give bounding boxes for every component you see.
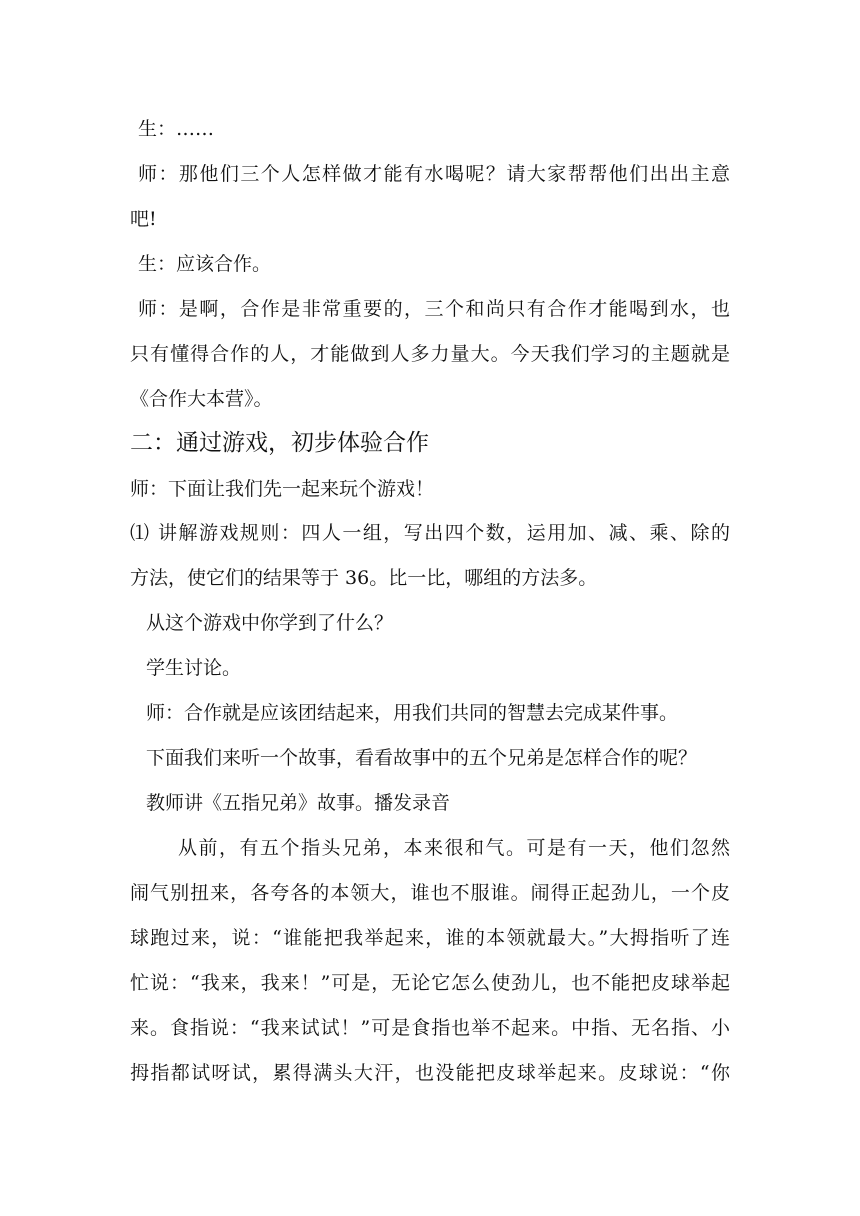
paragraph-line: 从这个游戏中你学到了什么？ xyxy=(146,612,394,634)
paragraph-line: 方法，使它们的结果等于 36。比一比，哪组的方法多。 xyxy=(130,567,598,589)
dialogue-line: 吧! xyxy=(130,208,157,230)
dialogue-line: 生：应该合作。 xyxy=(138,253,272,275)
story-line: 球跑过来，说：“谁能把我举起来，谁的本领就最大。”大拇指听了连 xyxy=(130,927,730,949)
dialogue-line: 只有懂得合作的人，才能做到人多力量大。今天我们学习的主题就是 xyxy=(130,343,730,365)
story-line: 从前，有五个指头兄弟，本来很和气。可是有一天，他们忽然 xyxy=(178,837,730,859)
dialogue-line: 师：是啊，合作是非常重要的，三个和尚只有合作才能喝到水，也 xyxy=(138,298,730,320)
paragraph-line: 师：下面让我们先一起来玩个游戏！ xyxy=(130,478,435,500)
paragraph-line: 学生讨论。 xyxy=(146,657,242,679)
paragraph-line: 教师讲《五指兄弟》故事。播发录音 xyxy=(146,792,451,814)
dialogue-line: 师：那他们三个人怎样做才能有水喝呢？请大家帮帮他们出出主意 xyxy=(138,163,730,185)
paragraph-line: 师：合作就是应该团结起来，用我们共同的智慧去完成某件事。 xyxy=(146,702,679,724)
dialogue-line: 《合作大本营》。 xyxy=(130,388,273,410)
section-heading: 二：通过游戏，初步体验合作 xyxy=(130,430,429,456)
story-line: 拇指都试呀试，累得满头大汗，也没能把皮球举起来。皮球说：“你 xyxy=(130,1062,730,1084)
dialogue-line: 生：…… xyxy=(138,118,215,140)
paragraph-line: ⑴ 讲解游戏规则：四人一组，写出四个数，运用加、减、乘、除的 xyxy=(130,522,730,544)
story-line: 闹气别扭来，各夸各的本领大，谁也不服谁。闹得正起劲儿，一个皮 xyxy=(130,882,730,904)
paragraph-line: 下面我们来听一个故事，看看故事中的五个兄弟是怎样合作的呢？ xyxy=(146,747,698,769)
story-line: 忙说：“我来，我来！”可是，无论它怎么使劲儿，也不能把皮球举起 xyxy=(130,972,730,994)
story-line: 来。食指说：“我来试试！”可是食指也举不起来。中指、无名指、小 xyxy=(130,1017,730,1039)
